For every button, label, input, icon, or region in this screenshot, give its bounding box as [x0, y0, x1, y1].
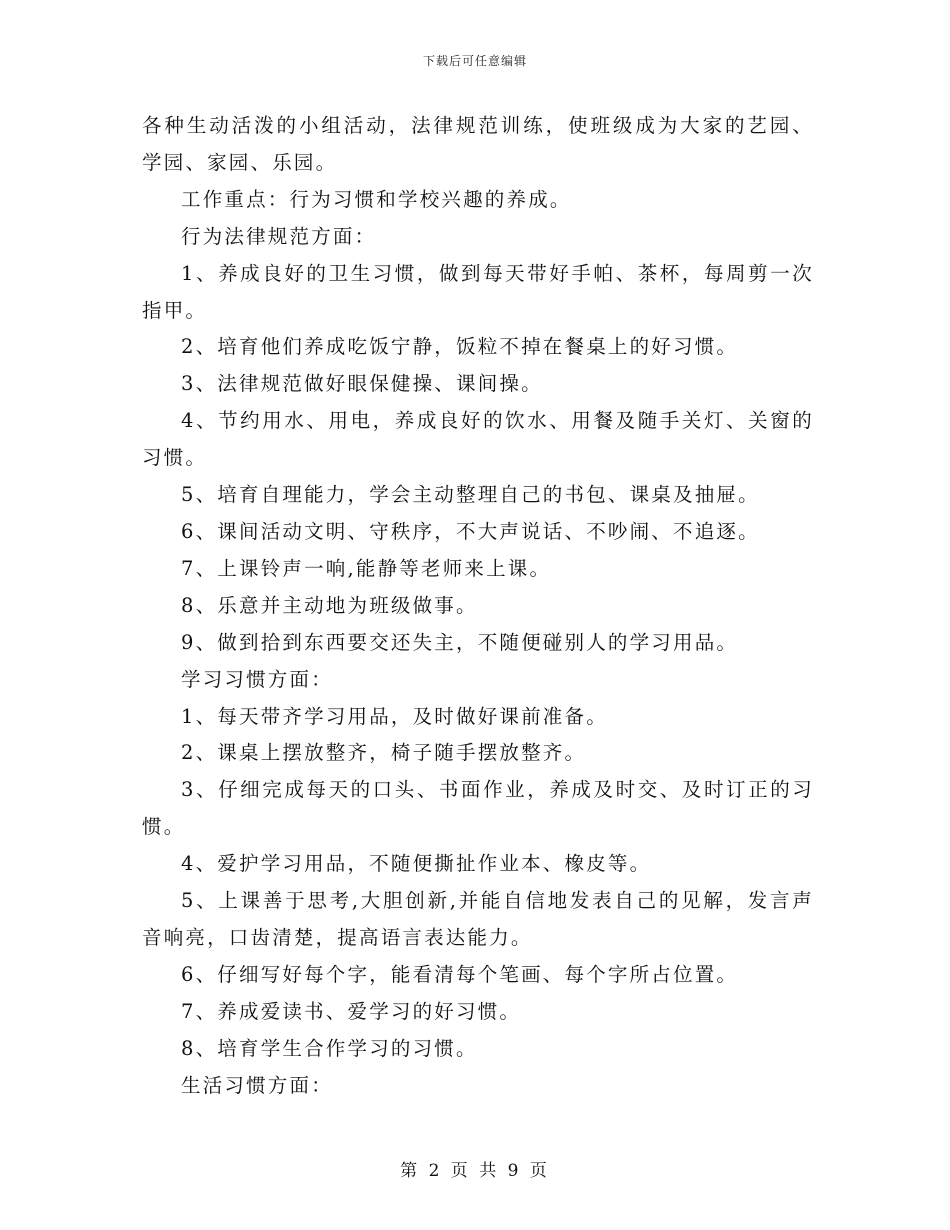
paragraph-4: 2、培育他们养成吃饭宁静，饭粒不掉在餐桌上的好习惯。	[181, 335, 739, 359]
page-footer: 第 2 页 共 9 页	[400, 1161, 550, 1181]
paragraph-3: 1、养成良好的卫生习惯，做到每天带好手帕、茶杯，每周剪一次指甲。	[142, 261, 814, 322]
page-header: 下载后可任意编辑	[422, 54, 527, 68]
paragraph-2: 行为法律规范方面：	[181, 224, 377, 248]
paragraph-18: 6、仔细写好每个字，能看清每个笔画、每个字所占位置。	[181, 962, 739, 986]
paragraph-13: 1、每天带齐学习用品，及时做好课前准备。	[181, 704, 608, 728]
paragraph-7: 5、培育自理能力，学会主动整理自己的书包、课桌及抽屉。	[181, 483, 760, 507]
paragraph-8: 6、课间活动文明、守秩序，不大声说话、不吵闹、不追逐。	[181, 519, 760, 543]
paragraph-19: 7、养成爱读书、爱学习的好习惯。	[181, 999, 522, 1023]
paragraph-0: 各种生动活泼的小组活动，法律规范训练，使班级成为大家的艺园、学园、家园、乐园。	[142, 114, 814, 174]
paragraph-20: 8、培育学生合作学习的习惯。	[181, 1036, 478, 1060]
paragraph-17: 5、上课善于思考,大胆创新,并能自信地发表自己的见解，发言声音响亮，口齿清楚，提高语言表达能力。	[142, 889, 814, 949]
paragraph-10: 8、乐意并主动地为班级做事。	[181, 593, 478, 617]
paragraph-5: 3、法律规范做好眼保健操、课间操。	[181, 372, 543, 396]
paragraph-14: 2、课桌上摆放整齐，椅子随手摆放整齐。	[181, 741, 587, 765]
document-body	[142, 108, 814, 1104]
paragraph-1: 工作重点：行为习惯和学校兴趣的养成。	[181, 187, 572, 211]
paragraph-21: 生活习惯方面：	[181, 1073, 333, 1097]
paragraph-16: 4、爱护学习用品，不随便撕扯作业本、橡皮等。	[181, 852, 652, 876]
paragraph-9: 7、上课铃声一响,能静等老师来上课。	[181, 556, 552, 580]
paragraph-11: 9、做到拾到东西要交还失主，不随便碰别人的学习用品。	[181, 630, 739, 654]
paragraph-12: 学习习惯方面：	[181, 667, 333, 691]
paragraph-15: 3、仔细完成每天的口头、书面作业，养成及时交、及时订正的习惯。	[142, 778, 814, 839]
paragraph-6: 4、节约用水、用电，养成良好的饮水、用餐及随手关灯、关窗的习惯。	[142, 409, 814, 470]
